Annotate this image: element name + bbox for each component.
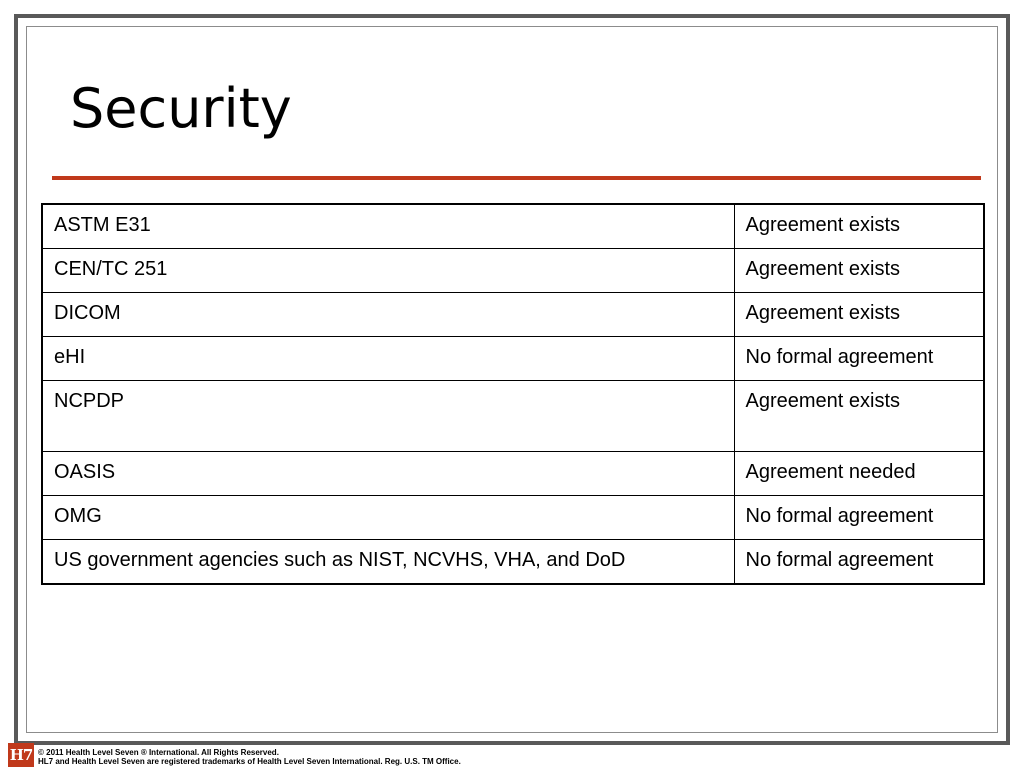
title-underline (52, 176, 981, 180)
table-row (42, 337, 984, 381)
table-row (42, 381, 984, 452)
copyright-line-2: HL7 and Health Level Seven are registered trademarks of Health Level Seven International. Reg. U.S. TM Office. (38, 757, 461, 766)
table-row (42, 452, 984, 496)
slide-footer (8, 743, 1008, 767)
agreements-table-wrapper (41, 203, 983, 585)
copyright-line-1: © 2011 Health Level Seven ® International. All Rights Reserved. (38, 748, 279, 757)
organization-cell: CEN/TC 251 (42, 249, 734, 293)
status-cell: Agreement exists (734, 381, 984, 452)
status-cell: Agreement needed (734, 452, 984, 496)
organization-cell: OMG (42, 496, 734, 540)
status-cell: No formal agreement (734, 496, 984, 540)
organization-cell: eHI (42, 337, 734, 381)
slide-title: Security (70, 77, 292, 140)
status-cell: Agreement exists (734, 293, 984, 337)
status-cell: Agreement exists (734, 249, 984, 293)
copyright-notice (38, 748, 461, 766)
organization-cell: DICOM (42, 293, 734, 337)
table-row (42, 540, 984, 585)
organization-cell: ASTM E31 (42, 204, 734, 249)
table-row (42, 496, 984, 540)
agreements-table (41, 203, 985, 585)
organization-cell: US government agencies such as NIST, NCVHS, VHA, and DoD (42, 540, 734, 585)
table-row (42, 204, 984, 249)
status-cell: No formal agreement (734, 540, 984, 585)
organization-cell: OASIS (42, 452, 734, 496)
organization-cell: NCPDP (42, 381, 734, 452)
table-row (42, 293, 984, 337)
status-cell: Agreement exists (734, 204, 984, 249)
status-cell: No formal agreement (734, 337, 984, 381)
hl7-logo: H7 (8, 743, 34, 767)
table-row (42, 249, 984, 293)
